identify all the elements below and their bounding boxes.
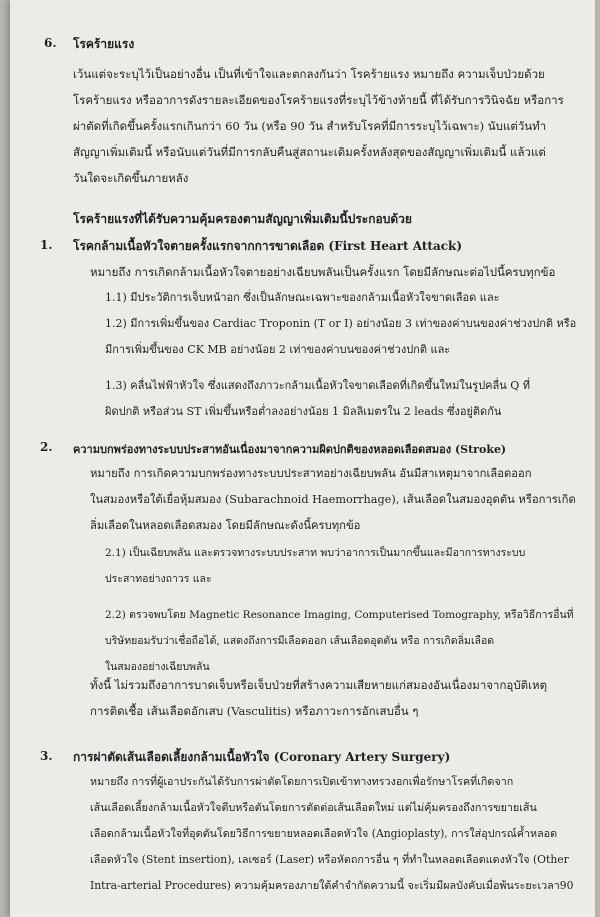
- item-body: [90, 769, 573, 899]
- body-line: เว้นแต่จะระบุไว้เป็นอย่างอื่น เป็นที่เข้าใจและตกลงกันว่า โรคร้ายแรง หมายถึง ความเจ็บป่วยด้วย: [73, 67, 545, 81]
- item-intro: [90, 461, 576, 539]
- subclause-line: บริษัทยอมรับว่าเชื่อถือได้, แสดงถึงการมีเลือดออก เส้นเลือดอุดตัน หรือ การเกิดลิ่มเลือด: [105, 635, 495, 647]
- body-line: หมายถึง การเกิดกล้ามเนื้อหัวใจตายอย่างเฉียบพลันเป็นครั้งแรก โดยมีลักษณะต่อไปนี้ครบทุกข้อ: [90, 265, 556, 279]
- body-line: ในสมองหรือใต้เยื่อหุ้มสมอง (Subarachnoid Haemorrhage), เส้นเลือดในสมองอุดตัน หรือการเกิด: [90, 493, 576, 506]
- covered-diseases-heading: โรคร้ายแรงที่ได้รับความคุ้มครองตามสัญญาเพิ่มเติมนี้ประกอบด้วย: [73, 212, 412, 226]
- item-exclusion: [90, 672, 547, 724]
- subclause-line: 1.2) มีการเพิ่มขึ้นของ Cardiac Troponin (T or I) อย่างน้อย 3 เท่าของค่าบนของค่าช่วงปกติ หรือ: [105, 317, 577, 330]
- document-page: [10, 0, 595, 917]
- subclause-line: ผิดปกติ หรือส่วน ST เพิ่มขึ้นหรือต่ำลงอย่างน้อย 1 มิลลิเมตรใน 2 leads ซึ่งอยู่ติดกัน: [105, 405, 502, 418]
- body-line: เส้นเลือดเลี้ยงกล้ามเนื้อหัวใจตีบหรือตันโดยการตัดต่อเส้นเลือดใหม่ แต่ไม่คุ้มครองถึงการขยายเส้น: [90, 801, 537, 814]
- body-line: ผ่าตัดที่เกิดขึ้นครั้งแรกเกินกว่า 60 วัน (หรือ 90 วัน สำหรับโรคที่มีการระบุไว้เฉพาะ) นับแต่วันทำ: [73, 119, 547, 133]
- subclause-line: ในสมองอย่างเฉียบพลัน: [105, 661, 210, 673]
- subclause-line: 1.1) มีประวัติการเจ็บหน้าอก ซึ่งเป็นลักษณะเฉพาะของกล้ามเนื้อหัวใจขาดเลือด และ: [105, 291, 500, 304]
- item-title: โรคกล้ามเนื้อหัวใจตายครั้งแรกจากการขาดเลือด (First Heart Attack): [73, 239, 463, 253]
- body-line: โรคร้ายแรง หรืออาการดังรายละเอียดของโรคร้ายแรงที่ระบุไว้ข้างท้ายนี้ ที่ได้รับการวินิจฉัย หรือการ: [73, 93, 564, 107]
- item-subclauses: [105, 285, 576, 425]
- item-intro: [90, 259, 555, 285]
- body-line: Intra-arterial Procedures) ความคุ้มครองภายใต้คำจำกัดความนี้ จะเริ่มมีผลบังคับเมื่อพ้นระยะเวลา90: [90, 879, 574, 892]
- section-body: [73, 61, 564, 191]
- subclause-line: 2.2) ตรวจพบโดย Magnetic Resonance Imaging, Computerised Tomography, หรือวิธีการอื่นที่: [105, 609, 574, 621]
- body-line: สัญญาเพิ่มเติมนี้ หรือนับแต่วันที่มีการกลับคืนสู่สถานะเดิมครั้งหลังสุดของสัญญาเพิ่มเติมนี้ แล้วแต่: [73, 145, 546, 159]
- subclause-line: 2.1) เป็นเฉียบพลัน และตรวจทางระบบประสาท พบว่าอาการเป็นมากขึ้นและมีอาการทางระบบ: [105, 547, 526, 559]
- body-line: หมายถึง การเกิดความบกพร่องทางระบบประสาทอย่างเฉียบพลัน อันมีสาเหตุมาจากเลือดออก: [90, 467, 532, 480]
- item-number: 2.: [40, 440, 53, 454]
- section-number: 6.: [44, 36, 57, 50]
- body-line: เลือดหัวใจ (Stent insertion), เลเซอร์ (Laser) หรือหัตถการอื่น ๆ ที่ทำในหลอดเลือดแดงหัวใจ (Other: [90, 853, 569, 866]
- body-line: ทั้งนี้ ไม่รวมถึงอาการบาดเจ็บหรือเจ็บป่วยที่สร้างความเสียหายแก่สมองอันเนื่องมาจากอุบัติเหตุ: [90, 678, 548, 692]
- item-subclauses: [105, 540, 574, 680]
- body-line: เลือดกล้ามเนื้อหัวใจที่อุดตันโดยวิธีการขยายหลอดเลือดหัวใจ (Angioplasty), การใส่อุปกรณ์ค้ำหลอด: [90, 827, 558, 840]
- body-line: การติดเชื้อ เส้นเลือดอักเสบ (Vasculitis) หรือภาวะการอักเสบอื่น ๆ: [90, 704, 419, 718]
- item-number: 1.: [40, 238, 53, 252]
- item-title: การผ่าตัดเส้นเลือดเลี้ยงกล้ามเนื้อหัวใจ (Coronary Artery Surgery): [73, 750, 451, 764]
- subclause-line: มีการเพิ่มขึ้นของ CK MB อย่างน้อย 2 เท่าของค่าบนของค่าช่วงปกติ และ: [105, 343, 451, 356]
- body-line: วันใดจะเกิดขึ้นภายหลัง: [73, 171, 189, 185]
- subclause-line: ประสาทอย่างถาวร และ: [105, 573, 212, 585]
- item-title: ความบกพร่องทางระบบประสาทอันเนื่องมาจากความผิดปกติของหลอดเลือดสมอง (Stroke): [73, 443, 507, 456]
- body-line: ลิ่มเลือดในหลอดเลือดสมอง โดยมีลักษณะดังนี้ครบทุกข้อ: [90, 519, 361, 532]
- section-title: โรคร้ายแรง: [73, 37, 135, 51]
- item-number: 3.: [40, 749, 53, 763]
- subclause-line: 1.3) คลื่นไฟฟ้าหัวใจ ซึ่งแสดงถึงภาวะกล้ามเนื้อหัวใจขาดเลือดที่เกิดขึ้นใหม่ในรูปคลื่น Q ที่: [105, 379, 531, 392]
- body-line: หมายถึง การที่ผู้เอาประกันได้รับการผ่าตัดโดยการเปิดเข้าทางทรวงอกเพื่อรักษาโรคที่เกิดจาก: [90, 775, 514, 788]
